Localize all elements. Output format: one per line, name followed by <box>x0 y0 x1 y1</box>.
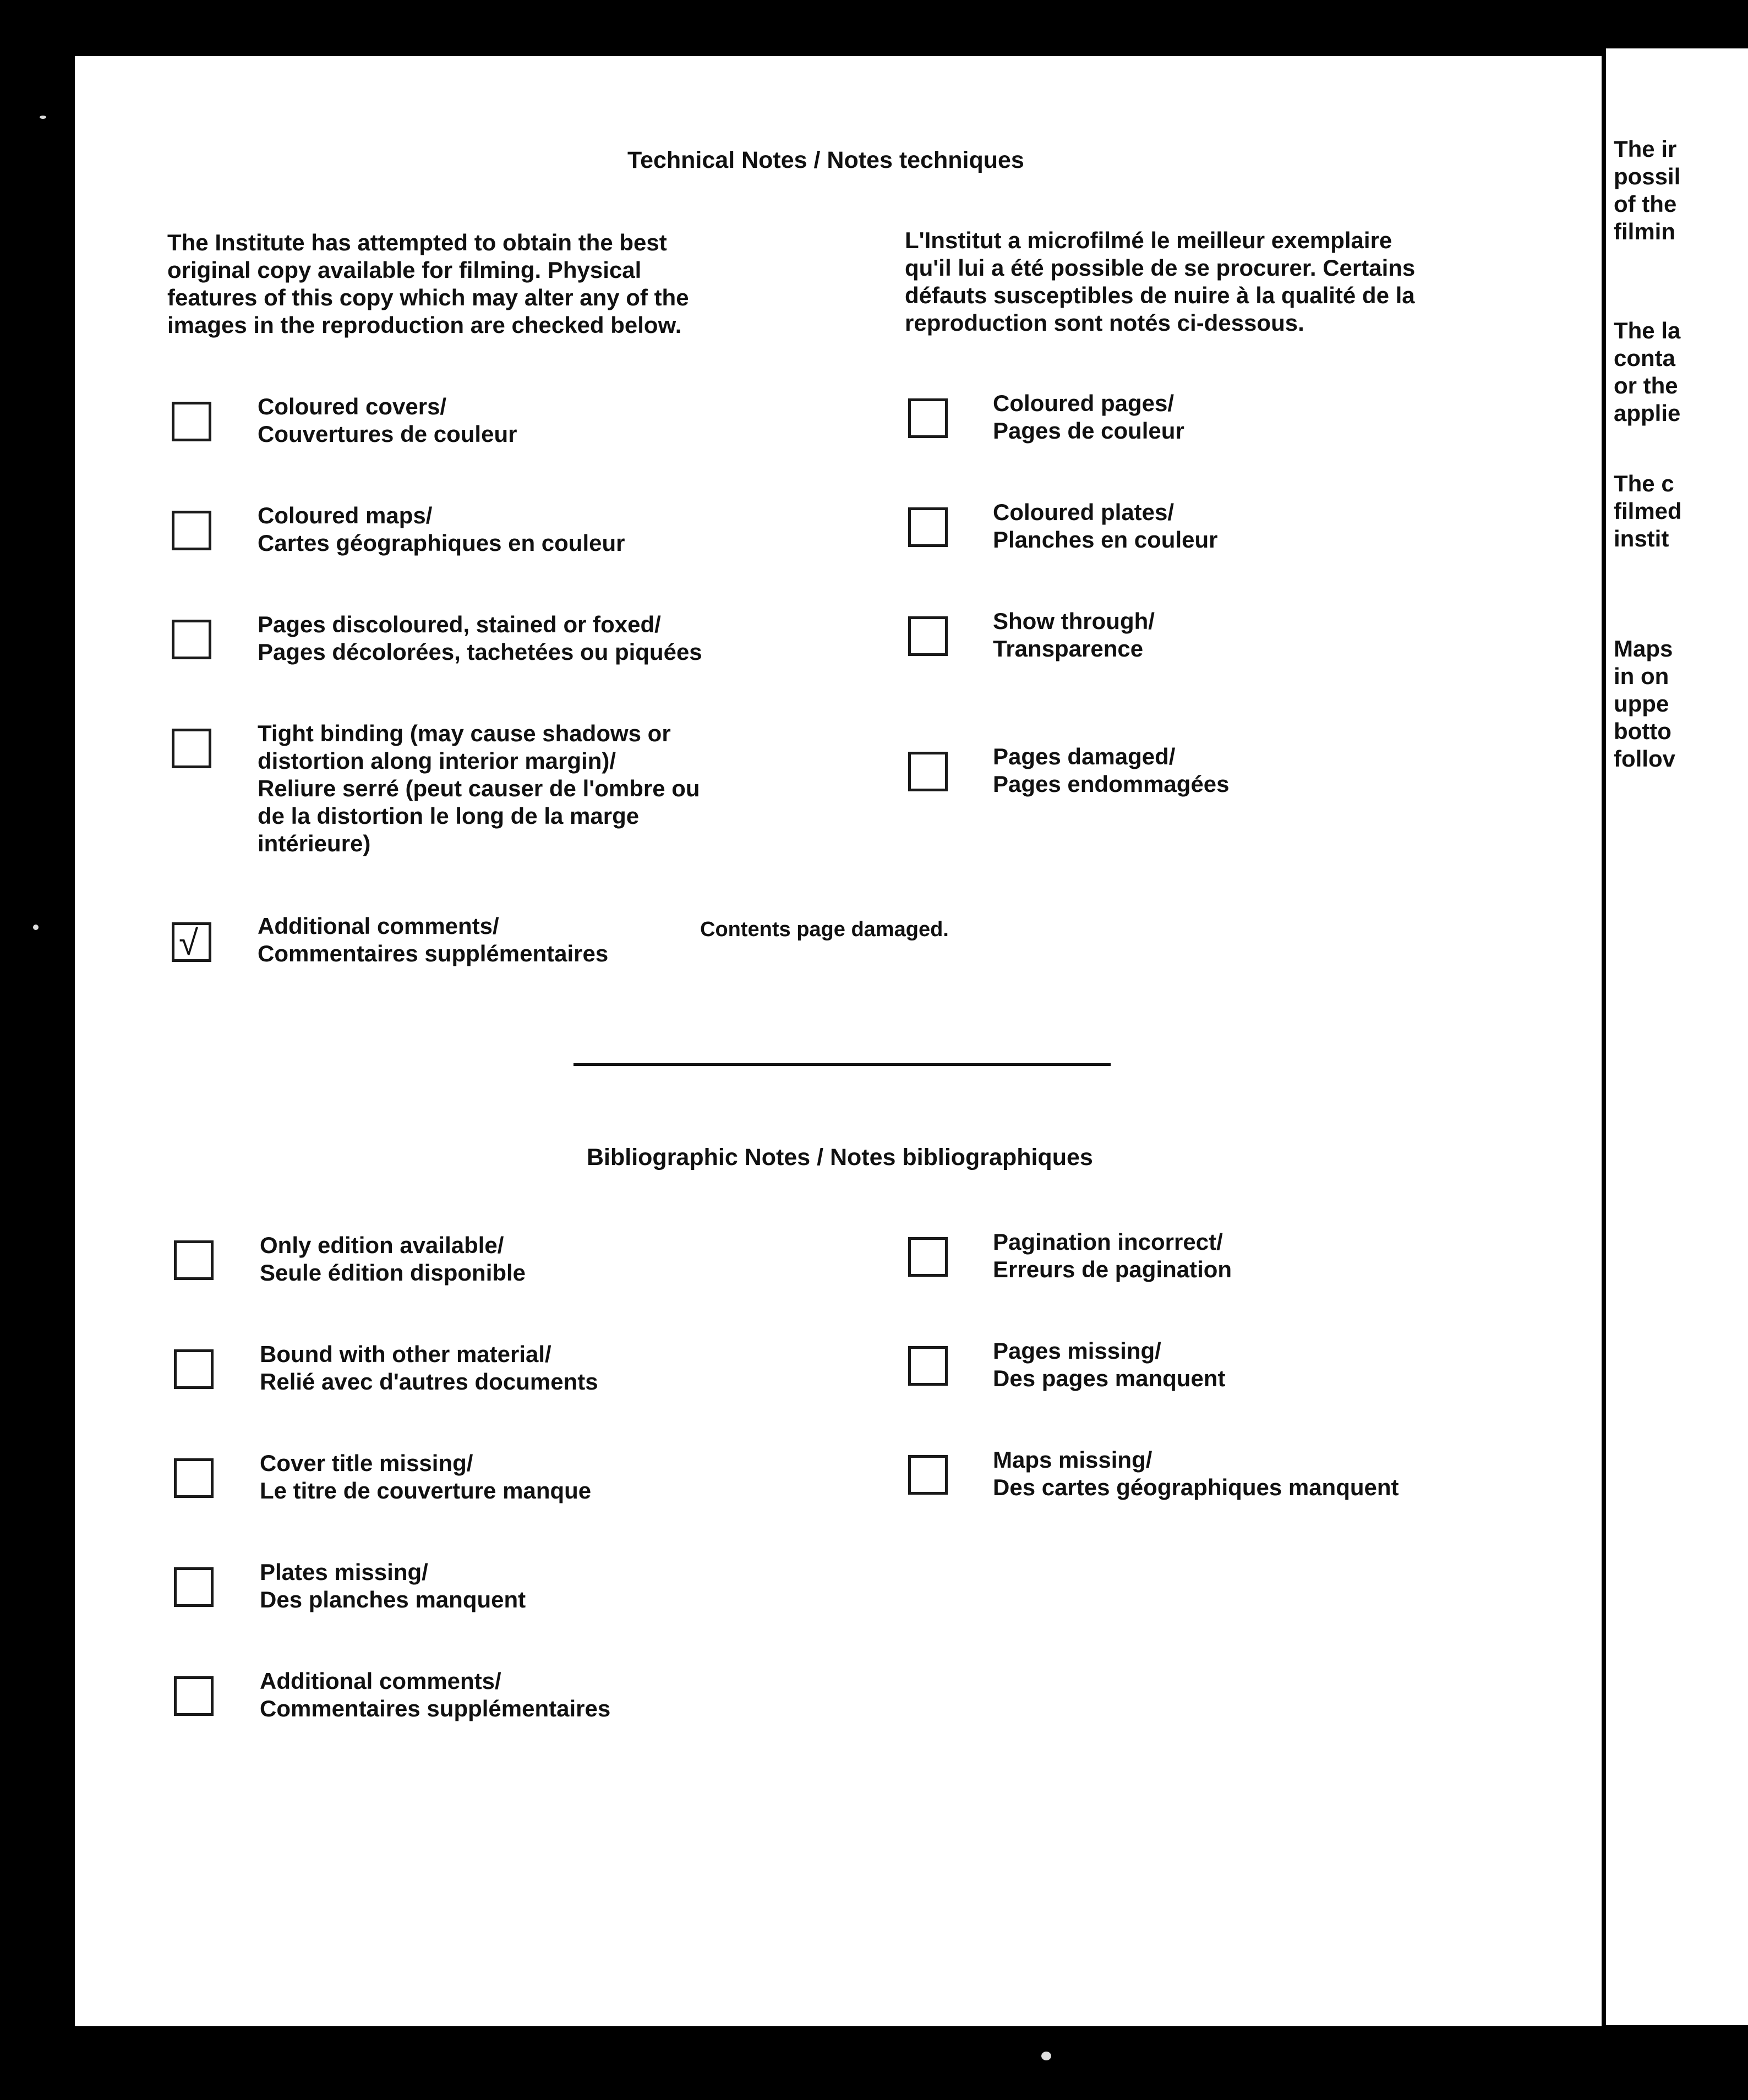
document-page <box>75 56 1602 2026</box>
bibliographic-notes-heading: Bibliographic Notes / Notes bibliographiques <box>587 1144 1093 1171</box>
label-technical-additional-comments: Additional comments/ Commentaires supplémentaires <box>258 913 609 966</box>
label-pages-missing: Pages missing/ Des pages manquent <box>993 1338 1226 1391</box>
technical-intro-french: L'Institut a microfilmé le meilleur exemplaire qu'il lui a été possible de se procurer. Certains défauts susceptibles de nuire à la qualité de la reproduction sont notés ci-dessous. <box>905 227 1416 336</box>
technical-notes-heading: Technical Notes / Notes techniques <box>627 147 1024 173</box>
checkbox-pages-damaged[interactable] <box>908 752 948 791</box>
checkbox-only-edition[interactable] <box>174 1240 214 1280</box>
adjacent-paragraph-2: The la conta or the applie <box>1614 318 1681 426</box>
checkbox-technical-additional-comments[interactable] <box>172 922 211 962</box>
label-maps-missing: Maps missing/ Des cartes géographiques manquent <box>993 1447 1399 1500</box>
label-bound-with-other: Bound with other material/ Relié avec d'autres documents <box>260 1341 598 1394</box>
label-bibliographic-additional-comments: Additional comments/ Commentaires supplémentaires <box>260 1668 611 1721</box>
adjacent-paragraph-3: The c filmed instit <box>1614 471 1682 551</box>
checkbox-coloured-pages[interactable] <box>908 398 948 438</box>
label-coloured-pages: Coloured pages/ Pages de couleur <box>993 390 1184 444</box>
label-pages-discoloured: Pages discoloured, stained or foxed/ Pages décolorées, tachetées ou piquées <box>258 611 702 665</box>
checkbox-cover-title-missing[interactable] <box>174 1458 214 1498</box>
checkbox-tight-binding[interactable] <box>172 729 211 768</box>
label-pagination-incorrect: Pagination incorrect/ Erreurs de pagination <box>993 1229 1232 1282</box>
label-tight-binding: Tight binding (may cause shadows or distortion along interior margin)/ Reliure serré (peut causer de l'ombre ou de la distortion le long de la marge intérieure) <box>258 720 700 856</box>
adjacent-paragraph-4: Maps in on uppe botto follov <box>1614 636 1675 772</box>
technical-intro-english: The Institute has attempted to obtain the best original copy available for filming. Physical features of this copy which may alter any of the images in the reproduction are checked below. <box>167 229 689 338</box>
label-plates-missing: Plates missing/ Des planches manquent <box>260 1559 526 1612</box>
section-divider <box>573 1063 1111 1066</box>
adjacent-paragraph-1: The ir possil of the filmin <box>1614 136 1681 244</box>
adjacent-page <box>1606 48 1748 2025</box>
checkbox-show-through[interactable] <box>908 616 948 656</box>
scan-speck <box>40 116 46 119</box>
checkbox-coloured-maps[interactable] <box>172 511 211 550</box>
checkbox-maps-missing[interactable] <box>908 1455 948 1495</box>
label-show-through: Show through/ Transparence <box>993 608 1155 661</box>
label-coloured-maps: Coloured maps/ Cartes géographiques en couleur <box>258 502 625 556</box>
comment-contents-page-damaged: Contents page damaged. <box>700 918 949 941</box>
check-mark-icon: √ <box>179 923 199 962</box>
checkbox-coloured-covers[interactable] <box>172 402 211 441</box>
scan-speck <box>33 925 39 930</box>
checkbox-pagination-incorrect[interactable] <box>908 1237 948 1277</box>
label-cover-title-missing: Cover title missing/ Le titre de couverture manque <box>260 1450 592 1503</box>
checkbox-bibliographic-additional-comments[interactable] <box>174 1676 214 1716</box>
label-pages-damaged: Pages damaged/ Pages endommagées <box>993 743 1230 797</box>
checkbox-plates-missing[interactable] <box>174 1567 214 1607</box>
scan-speck <box>1041 2052 1051 2060</box>
checkbox-coloured-plates[interactable] <box>908 507 948 547</box>
checkbox-pages-missing[interactable] <box>908 1346 948 1386</box>
label-only-edition: Only edition available/ Seule édition disponible <box>260 1232 526 1286</box>
label-coloured-covers: Coloured covers/ Couvertures de couleur <box>258 393 517 447</box>
label-coloured-plates: Coloured plates/ Planches en couleur <box>993 499 1218 553</box>
checkbox-pages-discoloured[interactable] <box>172 620 211 659</box>
checkbox-bound-with-other[interactable] <box>174 1349 214 1389</box>
